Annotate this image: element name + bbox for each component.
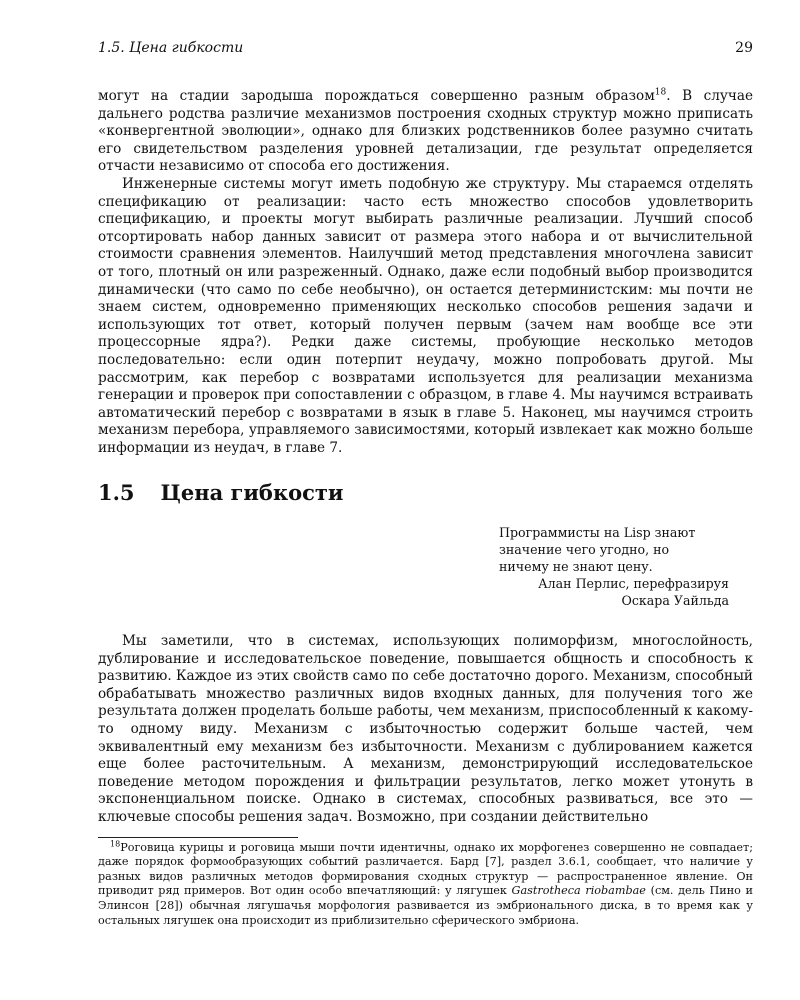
paragraph-1 <box>98 88 753 176</box>
section-text <box>98 633 753 827</box>
paragraph-3: Мы заметили, что в системах, использующих полиморфизм, многослойность, дублирование и исследовательское поведение, повышается общность и способность к развитию. Каждое из этих свойств само по себе достаточно дорого. Механизм, способный обрабатывать множество различных видов входных данных, для получения того же результата должен проделать больше работы, чем механизм, приспособленный к какому-то одному виду. Механизм с избыточностью содержит больше частей, чем эквивалентный ему механизм без избыточности. Механизм с дублированием кажется еще более расточительным. А механизм, демонстрирующий исследовательское поведение методом порождения и фильтрации результатов, легко может утонуть в экспоненциальном поиске. Однако в системах, способных развиваться, все это — ключевые способы решения задач. Возможно, при создании действительно <box>98 633 753 825</box>
epigraph-author-line: Оскара Уайльда <box>621 593 729 609</box>
footnote-divider <box>98 837 298 838</box>
footnote-mark: 18 <box>110 838 121 848</box>
epigraph-line: Программисты на Lisp знают <box>499 525 696 541</box>
footnote-text-b: (см. дель Пино и Элинсон [28]) обычная лягушачья морфология развивается из эмбрионального диска, в то время как у остальных лягушек она происходит из приблизительно сферического эмбриона. <box>98 884 754 927</box>
epigraph-quote <box>499 524 729 575</box>
running-header-title: 1.5. Цена гибкости <box>98 40 244 56</box>
paragraph-1-text-a: могут на стадии зародыша порождаться совершенно разным образом <box>98 88 655 104</box>
intro-text <box>98 88 753 928</box>
running-header <box>98 40 753 58</box>
epigraph-line: значение чего угодно, но <box>499 542 670 558</box>
book-page <box>98 40 753 928</box>
epigraph-author-line: Алан Перлис, перефразируя <box>538 576 729 592</box>
footnote-species-name: Gastrotheca riobambae <box>511 884 646 898</box>
footnote <box>98 838 754 929</box>
paragraph-1-text-b: . В случае дальнего родства различие механизмов построения сходных структур можно приписать «конвергентной эволюции», однако для близких родственников более разумно считать его свидетельством разделения уровней детализации, где результат определяется отчасти независимо от способа его достижения. <box>98 88 753 175</box>
section-number: 1.5 <box>98 480 135 506</box>
footnote-reference[interactable]: 18 <box>654 87 667 98</box>
section-heading <box>98 480 753 506</box>
paragraph-2: Инженерные системы могут иметь подобную же структуру. Мы стараемся отделять спецификацию от реализации: часто есть множество способов удовлетворить спецификацию, и проекты могут выбирать различные реализации. Лучший способ отсортировать набор данных зависит от размера этого набора и от вычислительной стоимости сравнения элементов. Наилучший метод представления многочлена зависит от того, плотный он или разреженный. Однако, даже если подобный выбор производится динамически (что само по себе необычно), он остается детерминистским: мы почти не знаем систем, одновременно применяющих несколько способов решения задачи и использующих тот ответ, который получен первым (зачем нам вообще все эти процессорные ядра?). Редки даже системы, пробующие несколько методов последовательно: если один потерпит неудачу, можно попробовать другой. Мы рассмотрим, как перебор с возвратами используется для реализации механизма генерации и проверок при сопоставлении с образцом, в главе 4. Мы научимся встраивать автоматический перебор с возвратами в язык в главе 5. Наконец, мы научимся строить механизм перебора, управляемого зависимостями, который извлекает как можно больше информации из неудач, в главе 7. <box>98 175 753 456</box>
page-number: 29 <box>735 40 753 56</box>
epigraph-attribution <box>499 575 729 609</box>
epigraph-line: ничему не знают цену. <box>499 559 653 575</box>
epigraph <box>499 524 729 609</box>
footnote-text-a: Роговица курицы и роговица мыши почти идентичны, однако их морфогенез совершенно не совпадает; даже порядок формообразующих событий различается. Бард [7], раздел 3.6.1, сообщает, что наличие у разных видов различных методов формирования сходных структур — распространенное явление. Он приводит ряд примеров. Вот один особо впечатляющий: у лягушек <box>98 840 753 898</box>
section-title: Цена гибкости <box>160 480 344 506</box>
